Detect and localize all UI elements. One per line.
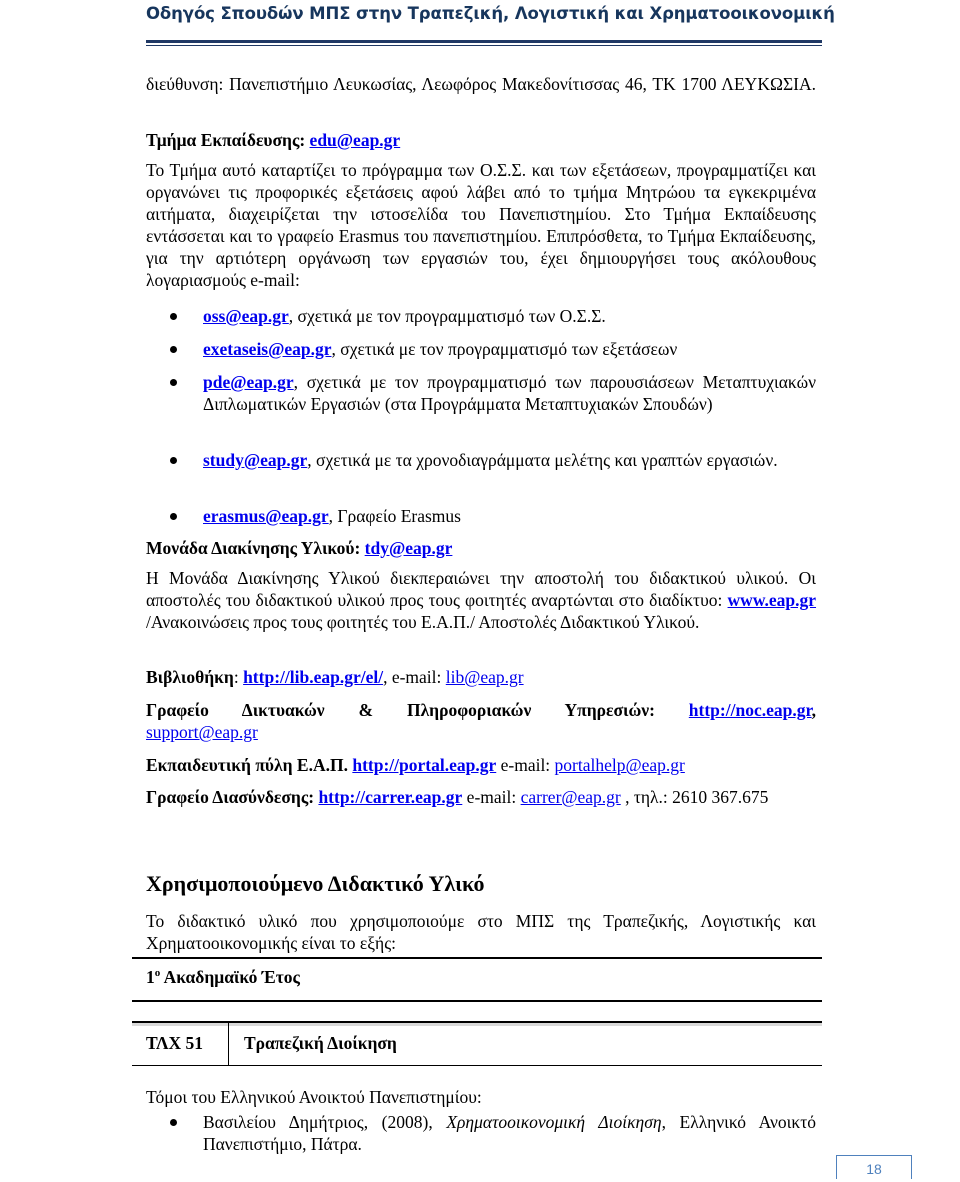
portal-line bbox=[146, 754, 816, 776]
material-unit-heading bbox=[146, 537, 816, 559]
carrer-email-link[interactable]: carrer@eap.gr bbox=[520, 787, 621, 807]
education-dept-label: Τμήμα Εκπαίδευσης: bbox=[146, 130, 306, 150]
exetaseis-email-link[interactable]: exetaseis@eap.gr bbox=[203, 339, 332, 359]
career-phone: , τηλ.: 2610 367.675 bbox=[620, 787, 769, 807]
support-email-link[interactable]: support@eap.gr bbox=[146, 722, 258, 742]
bullet-icon bbox=[170, 379, 177, 386]
year-label-text: Ακαδημαϊκό Έτος bbox=[160, 967, 300, 987]
education-dept-heading bbox=[146, 129, 816, 151]
network-comma: , bbox=[811, 700, 817, 720]
course-divider bbox=[228, 1023, 229, 1065]
material-unit-text: Η Μονάδα Διακίνησης Υλικού διεκπεραιώνει την αποστολή του διδακτικού υλικού. Οι αποστολές του διδακτικού υλικού προς τους φοιτητές αναρτώνται στο διαδίκτυο: bbox=[146, 568, 816, 610]
career-mid: e-mail: bbox=[462, 787, 521, 807]
course-row bbox=[132, 1021, 822, 1066]
academic-year-row bbox=[132, 957, 822, 1002]
network-office-line bbox=[146, 699, 816, 721]
material-unit-label: Μονάδα Διακίνησης Υλικού: bbox=[146, 538, 361, 558]
material-unit-tail: /Ανακοινώσεις προς τους φοιτητές του Ε.Α.Π./ Αποστολές Διδακτικού Υλικού. bbox=[146, 612, 700, 632]
career-office-label: Γραφείο Διασύνδεσης: bbox=[146, 787, 315, 807]
header-rule-thin bbox=[146, 45, 822, 46]
study-desc: , σχετικά με τα χρονοδιαγράμματα μελέτης και γραπτών εργασιών. bbox=[307, 450, 778, 470]
library-sep: : bbox=[233, 667, 244, 687]
erasmus-email-link[interactable]: erasmus@eap.gr bbox=[203, 506, 329, 526]
course-code: ΤΛΧ 51 bbox=[146, 1033, 204, 1053]
bullet-icon bbox=[170, 1119, 177, 1126]
oss-email-link[interactable]: oss@eap.gr bbox=[203, 306, 289, 326]
pde-email-link[interactable]: pde@eap.gr bbox=[203, 372, 294, 392]
document-header-title: Οδηγός Σπουδών ΜΠΣ στην Τραπεζική, Λογιστική και Χρηματοοικονομική bbox=[146, 4, 835, 23]
portalhelp-email-link[interactable]: portalhelp@eap.gr bbox=[554, 755, 685, 775]
material-intro bbox=[146, 910, 816, 954]
header-rule bbox=[146, 40, 822, 43]
oss-desc: , σχετικά με τον προγραμματισμό των Ο.Σ.Σ. bbox=[288, 306, 606, 326]
education-dept-paragraph bbox=[146, 159, 816, 291]
library-label: Βιβλιοθήκη bbox=[146, 667, 234, 687]
course-title: Τραπεζική Διοίκηση bbox=[244, 1033, 397, 1053]
pde-desc: , σχετικά με τον προγραμματισμό των παρουσιάσεων Μεταπτυχιακών Διπλωματικών Εργασιών (στα Προγράμματα Μεταπτυχιακών Σπουδών) bbox=[203, 372, 816, 414]
page-number: 18 bbox=[836, 1155, 912, 1179]
study-email-link[interactable]: study@eap.gr bbox=[203, 450, 308, 470]
section-heading: Χρησιμοποιούμενο Διδακτικό Υλικό bbox=[146, 871, 485, 896]
book-publisher: , Ελληνικό Ανοικτό Πανεπιστήμιο, Πάτρα. bbox=[203, 1112, 816, 1154]
material-unit-paragraph bbox=[146, 567, 816, 633]
material-intro-text: Το διδακτικό υλικό που χρησιμοποιούμε στο ΜΠΣ της Τραπεζικής, Λογιστικής και Χρηματοοικονομικής είναι το εξής: bbox=[146, 911, 816, 953]
portal-url-link[interactable]: http://portal.eap.gr bbox=[352, 755, 497, 775]
career-office-line bbox=[146, 786, 816, 808]
book-title: Χρηματοοικονομική Διοίκηση bbox=[446, 1112, 662, 1132]
network-email-line bbox=[146, 721, 816, 743]
network-office-label: Γραφείο Δικτυακών & Πληροφοριακών Υπηρεσιών: bbox=[146, 700, 655, 720]
academic-year-label bbox=[146, 967, 300, 988]
erasmus-desc: , Γραφείο Erasmus bbox=[328, 506, 461, 526]
address-text: διεύθυνση: Πανεπιστήμιο Λευκωσίας, Λεωφόρος Μακεδονίτισσας 46, ΤΚ 1700 ΛΕΥΚΩΣΙΑ. bbox=[146, 74, 816, 94]
course-row-shade bbox=[132, 1023, 822, 1026]
library-line bbox=[146, 666, 816, 688]
portal-label: Εκπαιδευτική πύλη Ε.Α.Π. bbox=[146, 755, 348, 775]
bullet-icon bbox=[170, 513, 177, 520]
noc-url-link[interactable]: http://noc.eap.gr bbox=[688, 700, 812, 720]
carrer-url-link[interactable]: http://carrer.eap.gr bbox=[318, 787, 463, 807]
address-paragraph bbox=[146, 73, 816, 95]
education-dept-email-link[interactable]: edu@eap.gr bbox=[309, 130, 401, 150]
library-mid: , e-mail: bbox=[383, 667, 446, 687]
education-dept-text: Το Τμήμα αυτό καταρτίζει το πρόγραμμα των Ο.Σ.Σ. και των εξετάσεων, προγραμματίζει και οργανώνει τις προφορικές εξετάσεις αφού λάβει από το τμήμα Μητρώου τα εγκεκριμένα αιτήματα, διαχειρίζεται την ιστοσελίδα του Πανεπιστημίου. Στο Τμήμα Εκπαίδευσης εντάσσεται και το γραφείο Erasmus του πανεπιστημίου. Επιπρόσθετα, το Τμήμα Εκπαίδευσης, για την αρτιότερη οργάνωση των εργασιών του, έχει δημιουργήσει τους ακόλουθους λογαριασμούς e-mail: bbox=[146, 160, 816, 290]
book-author: Βασιλείου Δημήτριος, (2008), bbox=[203, 1112, 447, 1132]
eap-site-link[interactable]: www.eap.gr bbox=[727, 590, 817, 610]
exetaseis-desc: , σχετικά με τον προγραμματισμό των εξετάσεων bbox=[331, 339, 678, 359]
year-number: 1 bbox=[146, 967, 155, 987]
bullet-icon bbox=[170, 457, 177, 464]
library-email-link[interactable]: lib@eap.gr bbox=[445, 667, 524, 687]
material-unit-email-link[interactable]: tdy@eap.gr bbox=[364, 538, 453, 558]
portal-mid: e-mail: bbox=[496, 755, 555, 775]
bullet-icon bbox=[170, 346, 177, 353]
year-superscript: ο bbox=[154, 967, 161, 980]
library-url-link[interactable]: http://lib.eap.gr/el/ bbox=[243, 667, 384, 687]
bullet-icon bbox=[170, 313, 177, 320]
volumes-label: Τόμοι του Ελληνικού Ανοικτού Πανεπιστημίου: bbox=[146, 1087, 482, 1107]
